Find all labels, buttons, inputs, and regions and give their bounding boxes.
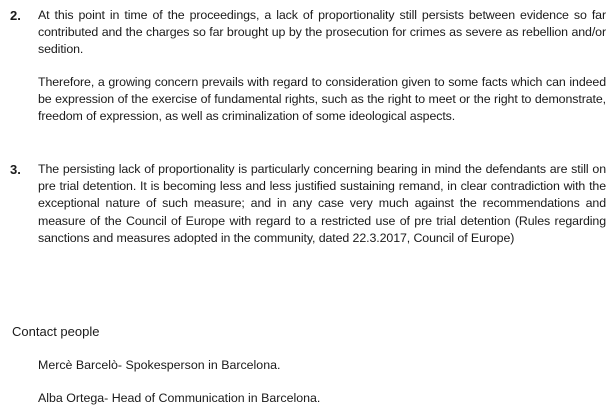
item-3-paragraph-1: The persisting lack of proportionality is particularly concerning bearing in mind the defendants are still on pre trial detention. It is becoming less and less justified sustaining remand, in clear contradiction with the exceptional nature of such measure; and in any case very much against the recommendations and measure of the Council of Europe with regard to a restricted use of pre trial detention (Rules regarding sanctions and measures adopted in the community, dated 22.3.2017, Council of Europe) bbox=[38, 162, 606, 245]
item-2-paragraph-2: Therefore, a growing concern prevails with regard to consideration given to some facts which can indeed be expression of the exercise of fundamental rights, such as the right to meet or the right to demonstrate, freedom of expression, as well as criminalization of some ideological aspects. bbox=[38, 74, 606, 124]
item-number: 3. bbox=[10, 162, 21, 177]
contact-person-2: Alba Ortega- Head of Communication in Barcelona. bbox=[38, 391, 321, 405]
contact-person-1: Mercè Barcelò- Spokesperson in Barcelona. bbox=[38, 358, 281, 372]
contact-heading: Contact people bbox=[12, 324, 100, 339]
list-item-2 bbox=[10, 7, 606, 125]
list-item-3 bbox=[10, 161, 606, 247]
item-2-paragraph-1: At this point in time of the proceedings, a lack of proportionality still persists between evidence so far contributed and the charges so far brought up by the prosecution for crimes as severe as rebellion and/or sedition. bbox=[38, 8, 606, 57]
item-number: 2. bbox=[10, 8, 21, 23]
